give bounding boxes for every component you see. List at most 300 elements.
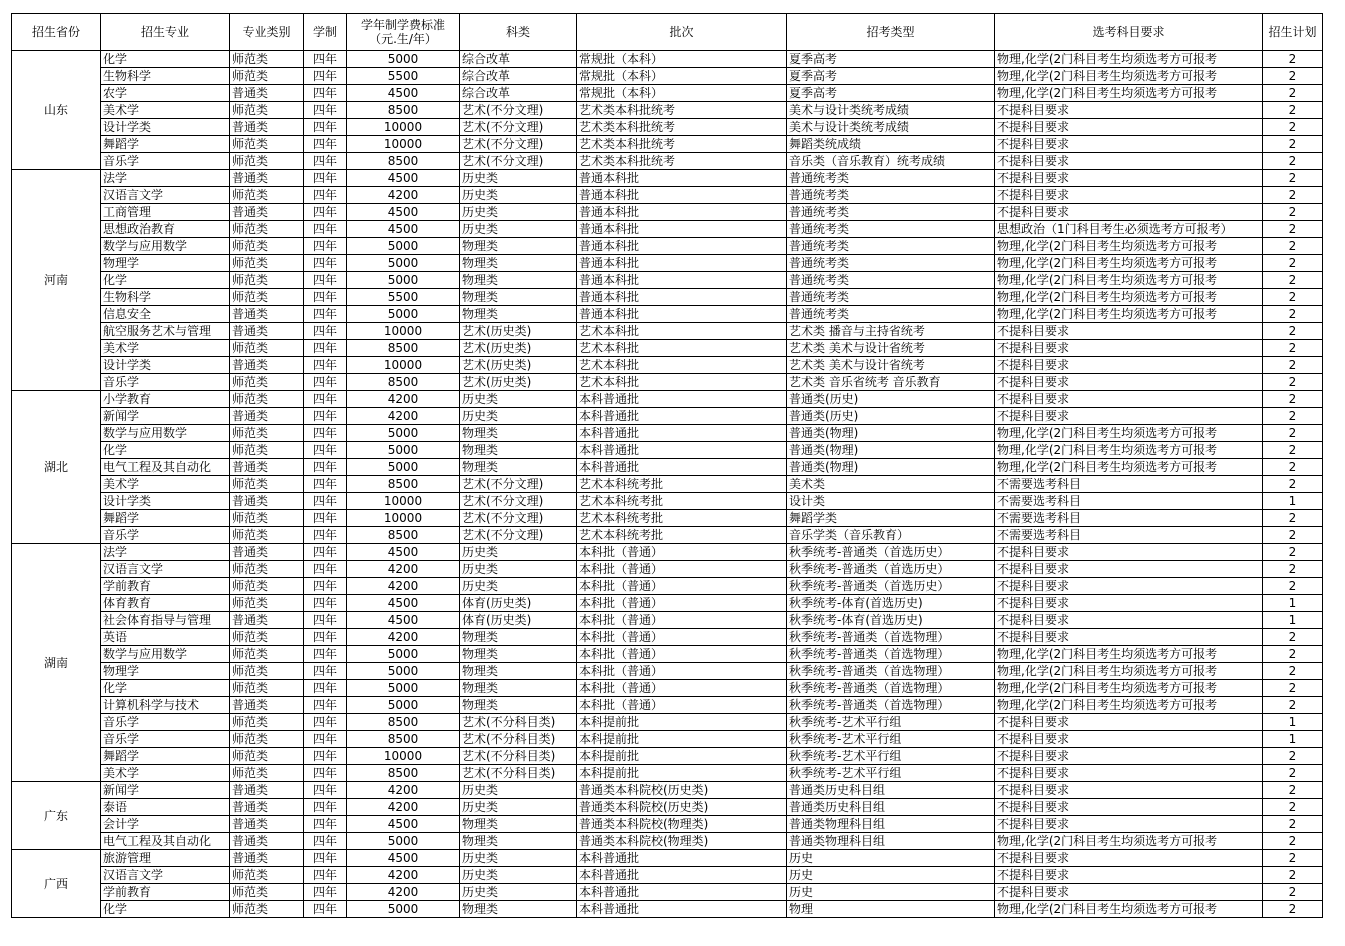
cell-enrollment-plan: 2 xyxy=(1263,782,1323,799)
cell-subject-requirement: 思想政治（1门科目考生必须选考方可报考） xyxy=(995,221,1263,238)
cell-exam-type: 秋季统考-普通类（首选物理） xyxy=(787,646,995,663)
cell-subject-requirement: 不提科目要求 xyxy=(995,408,1263,425)
cell-batch: 本科提前批 xyxy=(577,714,787,731)
cell-tuition: 5000 xyxy=(347,255,460,272)
table-row xyxy=(12,765,1323,782)
cell-enrollment-plan: 2 xyxy=(1263,289,1323,306)
cell-major: 数学与应用数学 xyxy=(101,646,230,663)
cell-duration: 四年 xyxy=(304,255,347,272)
cell-major: 学前教育 xyxy=(101,578,230,595)
cell-enrollment-plan: 2 xyxy=(1263,629,1323,646)
cell-exam-type: 普通类(历史) xyxy=(787,391,995,408)
cell-subject-category: 历史类 xyxy=(460,187,577,204)
table-row xyxy=(12,255,1323,272)
cell-duration: 四年 xyxy=(304,663,347,680)
table-row xyxy=(12,697,1323,714)
cell-major-type: 普通类 xyxy=(230,493,304,510)
table-row xyxy=(12,901,1323,918)
cell-duration: 四年 xyxy=(304,238,347,255)
header-subject-requirement: 选考科目要求 xyxy=(995,14,1263,51)
cell-major-type: 普通类 xyxy=(230,85,304,102)
cell-batch: 普通本科批 xyxy=(577,255,787,272)
cell-duration: 四年 xyxy=(304,680,347,697)
cell-exam-type: 秋季统考-普通类（首选物理） xyxy=(787,680,995,697)
cell-subject-requirement: 物理,化学(2门科目考生均须选考方可报考 xyxy=(995,663,1263,680)
cell-major-type: 师范类 xyxy=(230,102,304,119)
cell-subject-requirement: 物理,化学(2门科目考生均须选考方可报考 xyxy=(995,680,1263,697)
cell-subject-category: 历史类 xyxy=(460,578,577,595)
cell-major-type: 师范类 xyxy=(230,374,304,391)
cell-batch: 本科批（普通） xyxy=(577,612,787,629)
cell-subject-category: 物理类 xyxy=(460,646,577,663)
cell-tuition: 10000 xyxy=(347,510,460,527)
cell-major-type: 普通类 xyxy=(230,782,304,799)
cell-batch: 本科批（普通） xyxy=(577,561,787,578)
cell-subject-requirement: 不提科目要求 xyxy=(995,544,1263,561)
cell-exam-type: 普通统考类 xyxy=(787,255,995,272)
cell-enrollment-plan: 2 xyxy=(1263,391,1323,408)
table-row xyxy=(12,561,1323,578)
cell-duration: 四年 xyxy=(304,306,347,323)
cell-batch: 本科提前批 xyxy=(577,748,787,765)
cell-subject-category: 历史类 xyxy=(460,221,577,238)
table-row xyxy=(12,816,1323,833)
cell-batch: 普通本科批 xyxy=(577,204,787,221)
cell-subject-requirement: 物理,化学(2门科目考生均须选考方可报考 xyxy=(995,833,1263,850)
table-row xyxy=(12,289,1323,306)
cell-exam-type: 美术类 xyxy=(787,476,995,493)
table-row xyxy=(12,85,1323,102)
table-row xyxy=(12,459,1323,476)
cell-exam-type: 普通统考类 xyxy=(787,204,995,221)
cell-duration: 四年 xyxy=(304,578,347,595)
cell-subject-requirement: 不提科目要求 xyxy=(995,374,1263,391)
cell-tuition: 8500 xyxy=(347,527,460,544)
table-row xyxy=(12,238,1323,255)
table-row xyxy=(12,323,1323,340)
cell-exam-type: 秋季统考-普通类（首选物理） xyxy=(787,629,995,646)
cell-enrollment-plan: 2 xyxy=(1263,646,1323,663)
cell-subject-requirement: 物理,化学(2门科目考生均须选考方可报考 xyxy=(995,459,1263,476)
cell-duration: 四年 xyxy=(304,102,347,119)
table-row xyxy=(12,476,1323,493)
cell-enrollment-plan: 2 xyxy=(1263,663,1323,680)
table-row xyxy=(12,629,1323,646)
cell-major-type: 普通类 xyxy=(230,799,304,816)
cell-subject-category: 体育(历史类) xyxy=(460,595,577,612)
cell-major: 设计学类 xyxy=(101,357,230,374)
cell-subject-requirement: 不提科目要求 xyxy=(995,748,1263,765)
cell-exam-type: 普通类物理科目组 xyxy=(787,816,995,833)
cell-major: 社会体育指导与管理 xyxy=(101,612,230,629)
cell-major-type: 师范类 xyxy=(230,765,304,782)
cell-subject-requirement: 物理,化学(2门科目考生均须选考方可报考 xyxy=(995,442,1263,459)
cell-duration: 四年 xyxy=(304,459,347,476)
cell-major-type: 师范类 xyxy=(230,68,304,85)
cell-exam-type: 艺术类 美术与设计省统考 xyxy=(787,357,995,374)
cell-batch: 本科批（普通） xyxy=(577,544,787,561)
cell-subject-category: 综合改革 xyxy=(460,85,577,102)
cell-major: 美术学 xyxy=(101,102,230,119)
cell-batch: 普通类本科院校(物理类) xyxy=(577,816,787,833)
cell-major: 新闻学 xyxy=(101,782,230,799)
cell-subject-category: 物理类 xyxy=(460,289,577,306)
cell-major-type: 普通类 xyxy=(230,697,304,714)
cell-batch: 普通本科批 xyxy=(577,187,787,204)
table-row xyxy=(12,799,1323,816)
header-province: 招生省份 xyxy=(12,14,101,51)
cell-tuition: 4500 xyxy=(347,544,460,561)
cell-duration: 四年 xyxy=(304,357,347,374)
table-row xyxy=(12,204,1323,221)
cell-tuition: 8500 xyxy=(347,765,460,782)
cell-tuition: 4200 xyxy=(347,782,460,799)
table-row xyxy=(12,306,1323,323)
cell-subject-requirement: 不提科目要求 xyxy=(995,816,1263,833)
cell-batch: 艺术本科批 xyxy=(577,374,787,391)
cell-exam-type: 秋季统考-艺术平行组 xyxy=(787,748,995,765)
cell-duration: 四年 xyxy=(304,646,347,663)
table-row xyxy=(12,595,1323,612)
cell-batch: 普通本科批 xyxy=(577,238,787,255)
table-row xyxy=(12,833,1323,850)
cell-exam-type: 普通类(物理) xyxy=(787,425,995,442)
cell-subject-requirement: 物理,化学(2门科目考生均须选考方可报考 xyxy=(995,646,1263,663)
cell-exam-type: 普通统考类 xyxy=(787,187,995,204)
table-row xyxy=(12,867,1323,884)
table-row xyxy=(12,51,1323,68)
cell-subject-category: 历史类 xyxy=(460,408,577,425)
cell-major-type: 普通类 xyxy=(230,170,304,187)
cell-subject-category: 物理类 xyxy=(460,255,577,272)
cell-major-type: 师范类 xyxy=(230,646,304,663)
cell-duration: 四年 xyxy=(304,884,347,901)
cell-tuition: 5000 xyxy=(347,646,460,663)
table-row xyxy=(12,663,1323,680)
cell-exam-type: 普通统考类 xyxy=(787,306,995,323)
cell-major-type: 师范类 xyxy=(230,51,304,68)
cell-major: 化学 xyxy=(101,901,230,918)
cell-enrollment-plan: 2 xyxy=(1263,765,1323,782)
cell-enrollment-plan: 2 xyxy=(1263,85,1323,102)
cell-subject-requirement: 不提科目要求 xyxy=(995,782,1263,799)
cell-enrollment-plan: 2 xyxy=(1263,204,1323,221)
table-row xyxy=(12,357,1323,374)
cell-major: 化学 xyxy=(101,51,230,68)
cell-exam-type: 艺术类 美术与设计省统考 xyxy=(787,340,995,357)
cell-batch: 本科普通批 xyxy=(577,442,787,459)
cell-exam-type: 普通类(历史) xyxy=(787,408,995,425)
cell-enrollment-plan: 2 xyxy=(1263,272,1323,289)
table-row xyxy=(12,272,1323,289)
cell-subject-requirement: 不需要选考科目 xyxy=(995,527,1263,544)
cell-enrollment-plan: 2 xyxy=(1263,561,1323,578)
cell-tuition: 4200 xyxy=(347,578,460,595)
cell-enrollment-plan: 2 xyxy=(1263,136,1323,153)
table-row xyxy=(12,153,1323,170)
cell-duration: 四年 xyxy=(304,272,347,289)
cell-duration: 四年 xyxy=(304,85,347,102)
cell-exam-type: 物理 xyxy=(787,901,995,918)
cell-major-type: 师范类 xyxy=(230,527,304,544)
cell-subject-requirement: 不提科目要求 xyxy=(995,187,1263,204)
cell-batch: 本科批（普通） xyxy=(577,663,787,680)
cell-exam-type: 秋季统考-普通类（首选物理） xyxy=(787,663,995,680)
cell-subject-requirement: 物理,化学(2门科目考生均须选考方可报考 xyxy=(995,85,1263,102)
cell-tuition: 5000 xyxy=(347,51,460,68)
cell-province: 广西 xyxy=(12,850,101,918)
cell-subject-requirement: 不提科目要求 xyxy=(995,204,1263,221)
cell-batch: 普通本科批 xyxy=(577,272,787,289)
admission-plan-table xyxy=(11,13,1323,918)
cell-major-type: 师范类 xyxy=(230,221,304,238)
cell-major: 音乐学 xyxy=(101,374,230,391)
cell-major-type: 师范类 xyxy=(230,748,304,765)
cell-duration: 四年 xyxy=(304,612,347,629)
cell-tuition: 5000 xyxy=(347,680,460,697)
cell-subject-category: 物理类 xyxy=(460,425,577,442)
cell-major: 舞蹈学 xyxy=(101,748,230,765)
cell-batch: 本科批（普通） xyxy=(577,629,787,646)
cell-enrollment-plan: 2 xyxy=(1263,221,1323,238)
cell-subject-category: 艺术(历史类) xyxy=(460,357,577,374)
cell-subject-requirement: 不提科目要求 xyxy=(995,765,1263,782)
cell-duration: 四年 xyxy=(304,187,347,204)
cell-subject-category: 物理类 xyxy=(460,459,577,476)
cell-subject-category: 物理类 xyxy=(460,629,577,646)
cell-tuition: 10000 xyxy=(347,136,460,153)
cell-subject-category: 艺术(不分科目类) xyxy=(460,765,577,782)
cell-tuition: 4500 xyxy=(347,612,460,629)
cell-duration: 四年 xyxy=(304,510,347,527)
cell-major: 舞蹈学 xyxy=(101,136,230,153)
cell-major: 汉语言文学 xyxy=(101,561,230,578)
cell-tuition: 5000 xyxy=(347,833,460,850)
cell-subject-requirement: 物理,化学(2门科目考生均须选考方可报考 xyxy=(995,289,1263,306)
table-row xyxy=(12,442,1323,459)
cell-subject-category: 综合改革 xyxy=(460,68,577,85)
cell-duration: 四年 xyxy=(304,714,347,731)
cell-major: 物理学 xyxy=(101,663,230,680)
cell-subject-category: 艺术(不分文理) xyxy=(460,493,577,510)
cell-major-type: 师范类 xyxy=(230,289,304,306)
cell-subject-category: 历史类 xyxy=(460,170,577,187)
cell-subject-requirement: 不提科目要求 xyxy=(995,153,1263,170)
cell-exam-type: 夏季高考 xyxy=(787,51,995,68)
cell-batch: 本科普通批 xyxy=(577,850,787,867)
cell-duration: 四年 xyxy=(304,374,347,391)
cell-subject-requirement: 物理,化学(2门科目考生均须选考方可报考 xyxy=(995,306,1263,323)
cell-batch: 本科普通批 xyxy=(577,884,787,901)
table-row xyxy=(12,391,1323,408)
cell-major: 美术学 xyxy=(101,765,230,782)
cell-major: 数学与应用数学 xyxy=(101,238,230,255)
cell-tuition: 5500 xyxy=(347,68,460,85)
cell-enrollment-plan: 2 xyxy=(1263,510,1323,527)
cell-batch: 普通本科批 xyxy=(577,221,787,238)
cell-duration: 四年 xyxy=(304,782,347,799)
cell-duration: 四年 xyxy=(304,408,347,425)
cell-major-type: 师范类 xyxy=(230,340,304,357)
cell-subject-requirement: 不提科目要求 xyxy=(995,323,1263,340)
table-row xyxy=(12,187,1323,204)
cell-subject-category: 艺术(不分文理) xyxy=(460,510,577,527)
cell-duration: 四年 xyxy=(304,170,347,187)
cell-major: 设计学类 xyxy=(101,493,230,510)
cell-major-type: 师范类 xyxy=(230,442,304,459)
cell-duration: 四年 xyxy=(304,748,347,765)
admission-plan-table-wrapper xyxy=(11,13,1323,918)
cell-subject-category: 艺术(不分文理) xyxy=(460,476,577,493)
cell-major: 法学 xyxy=(101,170,230,187)
cell-tuition: 4200 xyxy=(347,799,460,816)
cell-batch: 本科提前批 xyxy=(577,731,787,748)
cell-enrollment-plan: 2 xyxy=(1263,833,1323,850)
cell-subject-category: 艺术(历史类) xyxy=(460,374,577,391)
cell-batch: 艺术本科批 xyxy=(577,323,787,340)
cell-subject-category: 艺术(不分文理) xyxy=(460,102,577,119)
cell-exam-type: 秋季统考-艺术平行组 xyxy=(787,765,995,782)
cell-enrollment-plan: 2 xyxy=(1263,357,1323,374)
cell-batch: 普通本科批 xyxy=(577,306,787,323)
cell-subject-requirement: 不提科目要求 xyxy=(995,612,1263,629)
cell-batch: 艺术类本科批统考 xyxy=(577,136,787,153)
cell-tuition: 8500 xyxy=(347,340,460,357)
cell-tuition: 5500 xyxy=(347,289,460,306)
cell-subject-category: 历史类 xyxy=(460,391,577,408)
cell-batch: 普通类本科院校(历史类) xyxy=(577,799,787,816)
cell-province: 广东 xyxy=(12,782,101,850)
cell-duration: 四年 xyxy=(304,340,347,357)
cell-major-type: 师范类 xyxy=(230,714,304,731)
cell-exam-type: 秋季统考-体育(首选历史) xyxy=(787,612,995,629)
cell-major-type: 师范类 xyxy=(230,680,304,697)
cell-major: 汉语言文学 xyxy=(101,187,230,204)
cell-enrollment-plan: 2 xyxy=(1263,68,1323,85)
cell-subject-category: 物理类 xyxy=(460,697,577,714)
cell-enrollment-plan: 2 xyxy=(1263,748,1323,765)
cell-duration: 四年 xyxy=(304,595,347,612)
cell-enrollment-plan: 2 xyxy=(1263,697,1323,714)
cell-enrollment-plan: 2 xyxy=(1263,544,1323,561)
cell-subject-requirement: 不提科目要求 xyxy=(995,136,1263,153)
cell-batch: 本科普通批 xyxy=(577,867,787,884)
cell-duration: 四年 xyxy=(304,799,347,816)
cell-major-type: 师范类 xyxy=(230,867,304,884)
cell-major-type: 普通类 xyxy=(230,323,304,340)
cell-major: 新闻学 xyxy=(101,408,230,425)
cell-enrollment-plan: 2 xyxy=(1263,374,1323,391)
cell-exam-type: 秋季统考-艺术平行组 xyxy=(787,731,995,748)
cell-major-type: 师范类 xyxy=(230,629,304,646)
cell-tuition: 5000 xyxy=(347,425,460,442)
cell-major-type: 师范类 xyxy=(230,425,304,442)
cell-major-type: 师范类 xyxy=(230,255,304,272)
cell-subject-requirement: 物理,化学(2门科目考生均须选考方可报考 xyxy=(995,272,1263,289)
cell-province: 湖北 xyxy=(12,391,101,544)
cell-tuition: 4500 xyxy=(347,170,460,187)
cell-enrollment-plan: 1 xyxy=(1263,714,1323,731)
table-row xyxy=(12,170,1323,187)
cell-major: 美术学 xyxy=(101,476,230,493)
cell-enrollment-plan: 2 xyxy=(1263,816,1323,833)
cell-enrollment-plan: 2 xyxy=(1263,170,1323,187)
cell-major-type: 师范类 xyxy=(230,153,304,170)
cell-subject-requirement: 物理,化学(2门科目考生均须选考方可报考 xyxy=(995,255,1263,272)
cell-enrollment-plan: 2 xyxy=(1263,187,1323,204)
cell-exam-type: 音乐类（音乐教育）统考成绩 xyxy=(787,153,995,170)
cell-major-type: 师范类 xyxy=(230,731,304,748)
cell-major: 音乐学 xyxy=(101,714,230,731)
cell-exam-type: 舞蹈学类 xyxy=(787,510,995,527)
cell-enrollment-plan: 2 xyxy=(1263,153,1323,170)
cell-major: 信息安全 xyxy=(101,306,230,323)
cell-batch: 本科普通批 xyxy=(577,459,787,476)
cell-exam-type: 艺术类 音乐省统考 音乐教育 xyxy=(787,374,995,391)
header-batch: 批次 xyxy=(577,14,787,51)
cell-tuition: 8500 xyxy=(347,476,460,493)
cell-enrollment-plan: 2 xyxy=(1263,459,1323,476)
table-row xyxy=(12,527,1323,544)
cell-enrollment-plan: 2 xyxy=(1263,680,1323,697)
cell-exam-type: 普通统考类 xyxy=(787,170,995,187)
header-duration: 学制 xyxy=(304,14,347,51)
header-exam-type: 招考类型 xyxy=(787,14,995,51)
cell-major: 生物科学 xyxy=(101,68,230,85)
cell-subject-requirement: 物理,化学(2门科目考生均须选考方可报考 xyxy=(995,51,1263,68)
cell-enrollment-plan: 2 xyxy=(1263,442,1323,459)
cell-batch: 艺术本科统考批 xyxy=(577,510,787,527)
table-row xyxy=(12,612,1323,629)
cell-exam-type: 秋季统考-艺术平行组 xyxy=(787,714,995,731)
cell-subject-category: 物理类 xyxy=(460,663,577,680)
table-row xyxy=(12,850,1323,867)
cell-subject-requirement: 不提科目要求 xyxy=(995,119,1263,136)
cell-subject-category: 历史类 xyxy=(460,799,577,816)
cell-major: 泰语 xyxy=(101,799,230,816)
cell-major: 美术学 xyxy=(101,340,230,357)
cell-major-type: 师范类 xyxy=(230,510,304,527)
cell-subject-category: 艺术(不分文理) xyxy=(460,136,577,153)
cell-major: 计算机科学与技术 xyxy=(101,697,230,714)
cell-exam-type: 设计类 xyxy=(787,493,995,510)
cell-major-type: 师范类 xyxy=(230,272,304,289)
cell-exam-type: 普通类(物理) xyxy=(787,459,995,476)
cell-tuition: 5000 xyxy=(347,442,460,459)
cell-batch: 艺术类本科批统考 xyxy=(577,119,787,136)
cell-tuition: 10000 xyxy=(347,357,460,374)
cell-tuition: 5000 xyxy=(347,306,460,323)
cell-subject-category: 物理类 xyxy=(460,306,577,323)
cell-enrollment-plan: 1 xyxy=(1263,595,1323,612)
cell-subject-requirement: 不提科目要求 xyxy=(995,170,1263,187)
cell-subject-requirement: 不提科目要求 xyxy=(995,340,1263,357)
cell-major-type: 普通类 xyxy=(230,408,304,425)
cell-subject-requirement: 物理,化学(2门科目考生均须选考方可报考 xyxy=(995,901,1263,918)
cell-major-type: 师范类 xyxy=(230,901,304,918)
cell-subject-requirement: 不需要选考科目 xyxy=(995,493,1263,510)
cell-major: 设计学类 xyxy=(101,119,230,136)
cell-major: 生物科学 xyxy=(101,289,230,306)
table-row xyxy=(12,408,1323,425)
cell-subject-category: 艺术(不分文理) xyxy=(460,119,577,136)
cell-batch: 本科批（普通） xyxy=(577,697,787,714)
cell-tuition: 5000 xyxy=(347,901,460,918)
cell-batch: 本科普通批 xyxy=(577,901,787,918)
cell-subject-requirement: 不提科目要求 xyxy=(995,714,1263,731)
cell-major: 航空服务艺术与管理 xyxy=(101,323,230,340)
cell-subject-requirement: 不提科目要求 xyxy=(995,799,1263,816)
